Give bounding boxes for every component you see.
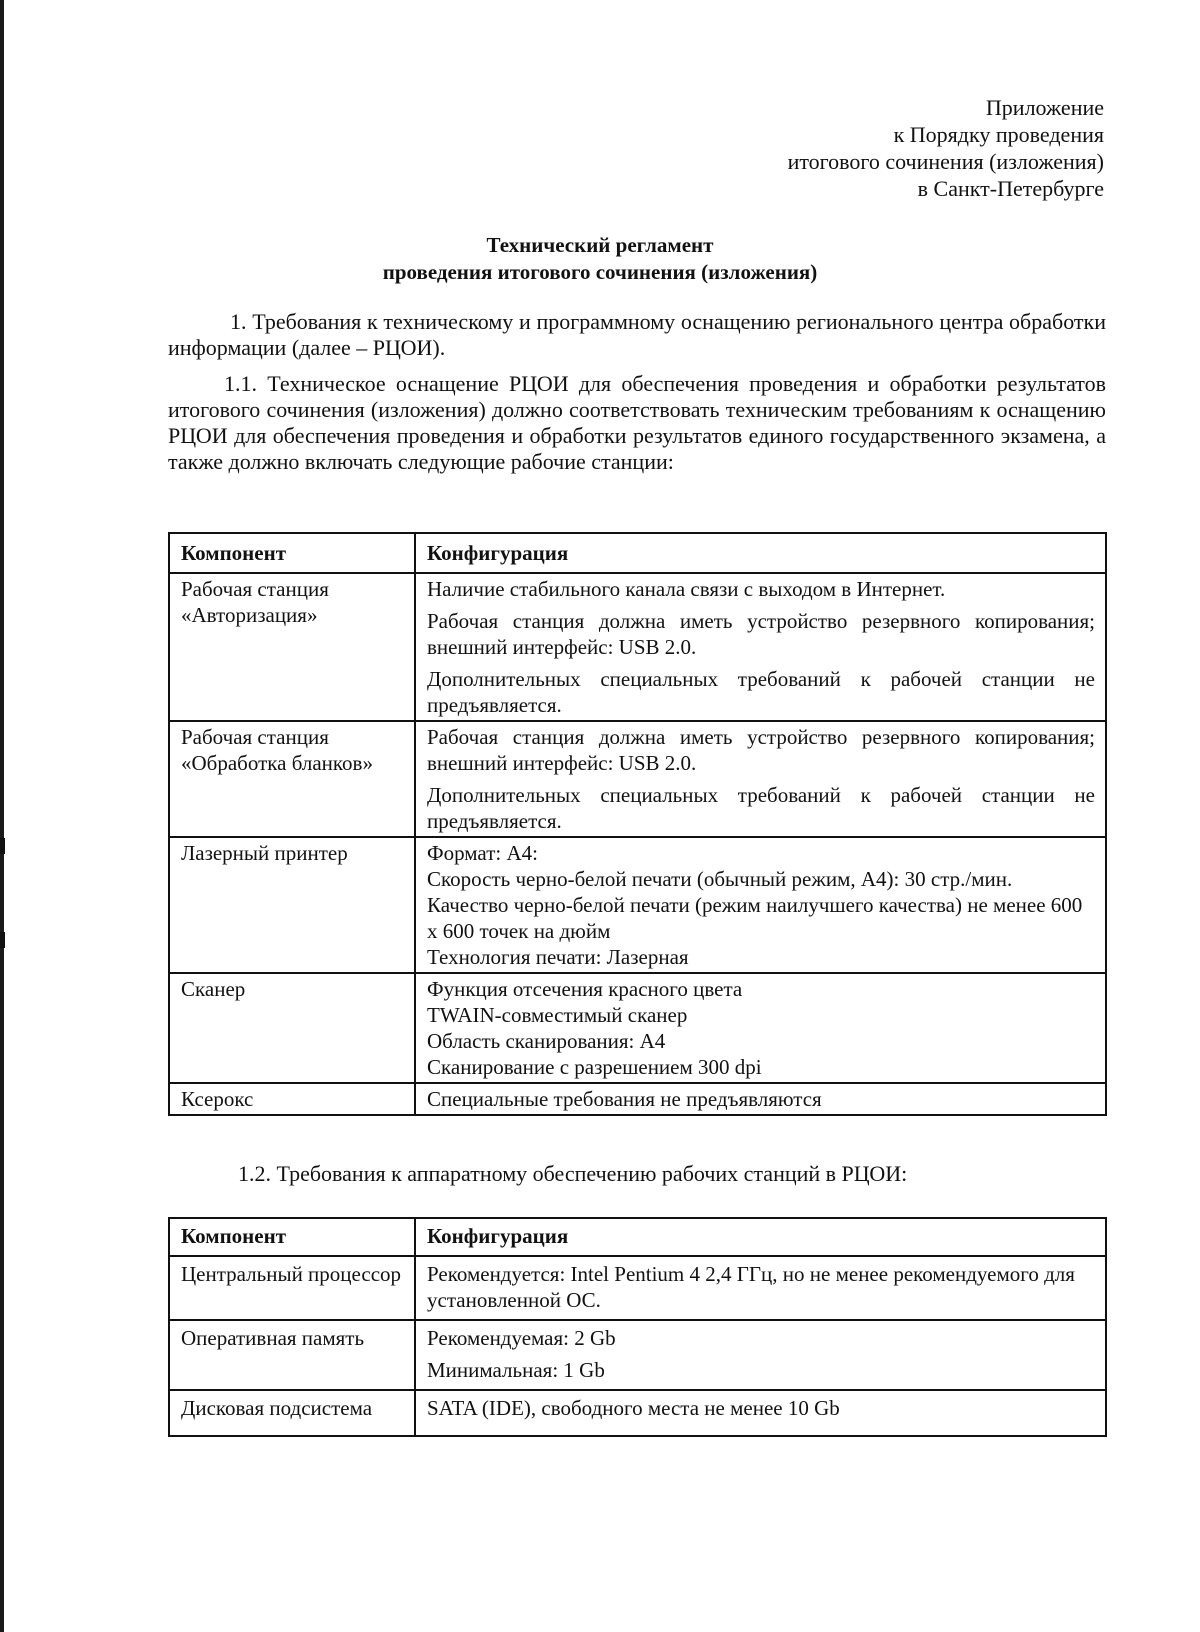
hardware-table <box>168 1217 1107 1437</box>
scan-mark <box>0 932 5 948</box>
config-line: Минимальная: 1 Gb <box>427 1358 605 1382</box>
table-row <box>169 837 1106 973</box>
table-row <box>169 1256 1106 1320</box>
header-component: Компонент <box>169 533 415 573</box>
header-configuration: Конфигурация <box>415 1218 1106 1256</box>
config-cell <box>415 721 1106 837</box>
config-line: Рекомендуемая: 2 Gb <box>427 1326 616 1350</box>
config-line: Рекомендуется: Intel Pentium 4 2,4 ГГц, но не менее рекомендуемого для установленной ОС. <box>427 1262 1075 1312</box>
config-cell <box>415 1390 1106 1436</box>
table-row <box>169 1083 1106 1115</box>
component-cell: Ксерокс <box>169 1083 415 1115</box>
config-line: Рабочая станция должна иметь устройство резервного копирования; внешний интерфейс: USB 2.0. <box>427 725 1095 775</box>
config-line: Качество черно-белой печати (режим наилучшего качества) не менее 600 х 600 точек на дюйм <box>427 893 1083 943</box>
table-header-row <box>169 533 1106 573</box>
table-row <box>169 1390 1106 1436</box>
config-cell <box>415 973 1106 1083</box>
config-line: Дополнительных специальных требований к рабочей станции не предъявляется. <box>427 783 1095 833</box>
header-configuration: Конфигурация <box>415 533 1106 573</box>
component-cell: Оперативная память <box>169 1320 415 1390</box>
config-line: Сканирование с разрешением 300 dpi <box>427 1055 762 1079</box>
table-row <box>169 721 1106 837</box>
config-line: Специальные требования не предъявляются <box>427 1087 822 1111</box>
config-cell <box>415 573 1106 721</box>
component-cell: Центральный процессор <box>169 1256 415 1320</box>
config-line: Рабочая станция должна иметь устройство резервного копирования; внешний интерфейс: USB 2.0. <box>427 609 1095 659</box>
paragraph-1: 1. Требования к техническому и программному оснащению регионального центра обработки информации (далее – РЦОИ). <box>168 309 1106 360</box>
config-cell <box>415 1320 1106 1390</box>
appendix-line: итогового сочинения (изложения) <box>787 149 1104 174</box>
component-cell: Рабочая станция «Обработка бланков» <box>169 721 415 837</box>
scan-mark <box>0 838 5 854</box>
table-row <box>169 1320 1106 1390</box>
component-cell: Лазерный принтер <box>169 837 415 973</box>
component-cell: Рабочая станция «Авторизация» <box>169 573 415 721</box>
table-row <box>169 973 1106 1083</box>
header-component: Компонент <box>169 1218 415 1256</box>
config-line: Дополнительных специальных требований к рабочей станции не предъявляется. <box>427 667 1095 717</box>
document-title <box>0 232 1200 286</box>
config-line: Технология печати: Лазерная <box>427 945 689 969</box>
config-line: SATA (IDE), свободного места не менее 10 Gb <box>427 1396 840 1420</box>
component-cell: Дисковая подсистема <box>169 1390 415 1436</box>
appendix-header <box>788 94 1104 202</box>
table-header-row <box>169 1218 1106 1256</box>
config-line: Функция отсечения красного цвета <box>427 977 743 1001</box>
table-row <box>169 573 1106 721</box>
paragraph-1-1: 1.1. Техническое оснащение РЦОИ для обеспечения проведения и обработки результатов итогового сочинения (изложения) должно соответствовать техническим требованиям к оснащению РЦОИ для обеспечения проведения и обработки результатов единого государственного экзамена, а также должно включать следующие рабочие станции: <box>168 371 1106 474</box>
title-line: Технический регламент <box>486 233 714 257</box>
title-line: проведения итогового сочинения (изложения) <box>382 260 818 284</box>
appendix-line: в Санкт-Петербурге <box>917 176 1104 201</box>
config-cell <box>415 837 1106 973</box>
config-line: Наличие стабильного канала связи с выходом в Интернет. <box>427 577 946 601</box>
config-line: Формат: А4: <box>427 841 538 865</box>
component-cell: Сканер <box>169 973 415 1083</box>
paragraph-1-2: 1.2. Требования к аппаратному обеспечению рабочих станций в РЦОИ: <box>238 1161 908 1186</box>
appendix-line: Приложение <box>985 95 1104 120</box>
config-cell <box>415 1083 1106 1115</box>
config-cell <box>415 1256 1106 1320</box>
config-line: TWAIN-совместимый сканер <box>427 1003 688 1027</box>
appendix-line: к Порядку проведения <box>893 122 1104 147</box>
config-line: Скорость черно-белой печати (обычный режим, А4): 30 стр./мин. <box>427 867 1013 891</box>
config-line: Область сканирования: А4 <box>427 1029 666 1053</box>
workstations-table <box>168 532 1107 1116</box>
